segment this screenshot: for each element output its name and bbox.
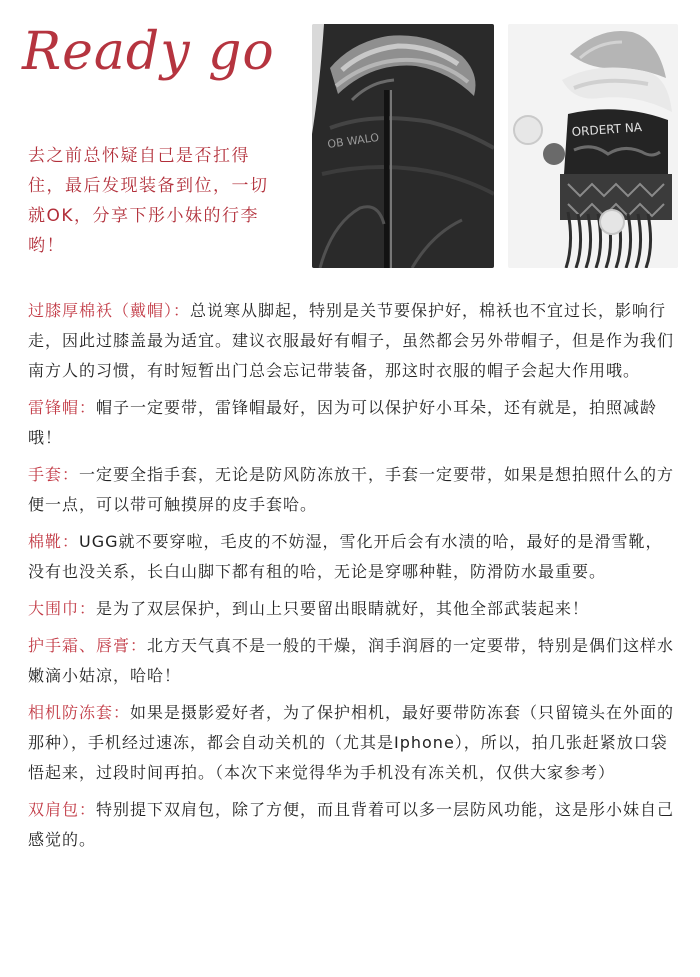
item-text: 一定要全指手套，无论是防风防冻放干，手套一定要带，如果是想拍照什么的方便一点，可以带可触摸屏的皮手套哈。 <box>28 465 675 514</box>
list-item <box>28 393 678 453</box>
jacket-photo <box>312 24 494 268</box>
item-text: UGG就不要穿啦，毛皮的不妨湿，雪化开后会有水渍的哈，最好的是滑雪靴，没有也没关系，长白山脚下都有租的哈，无论是穿哪种鞋，防滑防水最重要。 <box>28 532 663 581</box>
list-item <box>28 527 678 587</box>
packing-list <box>28 296 678 862</box>
scarf-print-text: ORDERT NA <box>571 120 643 139</box>
list-item <box>28 296 678 386</box>
item-label: 大围巾： <box>28 599 97 618</box>
list-item <box>28 460 678 520</box>
item-text: 特别提下双肩包，除了方便，而且背着可以多一层防风功能，这是彤小妹自己感觉的。 <box>28 800 675 849</box>
intro-paragraph: 去之前总怀疑自己是否扛得住，最后发现装备到位，一切就OK，分享下彤小妹的行李哟！ <box>28 146 269 256</box>
list-item <box>28 594 678 624</box>
item-text: 如果是摄影爱好者，为了保护相机，最好要带防冻套（只留镜头在外面的那种），手机经过速冻，都会自动关机的（尤其是Iphone），所以，拍几张赶紧放口袋悟起来，过段时间再拍。（本次下来觉得华为手机没有冻关机，仅供大家参考） <box>28 703 675 782</box>
list-item <box>28 698 678 788</box>
item-label: 棉靴： <box>28 532 80 551</box>
jacket-print-text: OB WALO <box>326 130 380 151</box>
item-label: 相机防冻套： <box>28 703 131 722</box>
item-text: 是为了双层保护，到山上只要留出眼睛就好，其他全部武装起来！ <box>96 599 590 618</box>
hat-scarf-photo <box>508 24 678 268</box>
item-label: 护手霜、唇膏： <box>28 636 148 655</box>
list-item <box>28 631 678 691</box>
list-item <box>28 795 678 855</box>
ready-go-title: Ready go <box>22 22 275 82</box>
item-label: 手套： <box>28 465 80 484</box>
item-label: 双肩包： <box>28 800 97 819</box>
item-text: 帽子一定要带，雷锋帽最好，因为可以保护好小耳朵，还有就是，拍照减龄哦！ <box>28 398 658 447</box>
item-label: 雷锋帽： <box>28 398 97 417</box>
item-text: 北方天气真不是一般的干燥，润手润唇的一定要带，特别是偶们这样水嫩滴小姑凉，哈哈！ <box>28 636 675 685</box>
item-label: 过膝厚棉袄（戴帽）： <box>28 301 191 320</box>
item-text: 总说寒从脚起，特别是关节要保护好，棉袄也不宜过长，影响行走，因此过膝盖最为适宜。建议衣服最好有帽子，虽然都会另外带帽子，但是作为我们南方人的习惯，有时短暂出门总会忘记带装备，那这时衣服的帽子会起大作用哦。 <box>28 301 675 380</box>
